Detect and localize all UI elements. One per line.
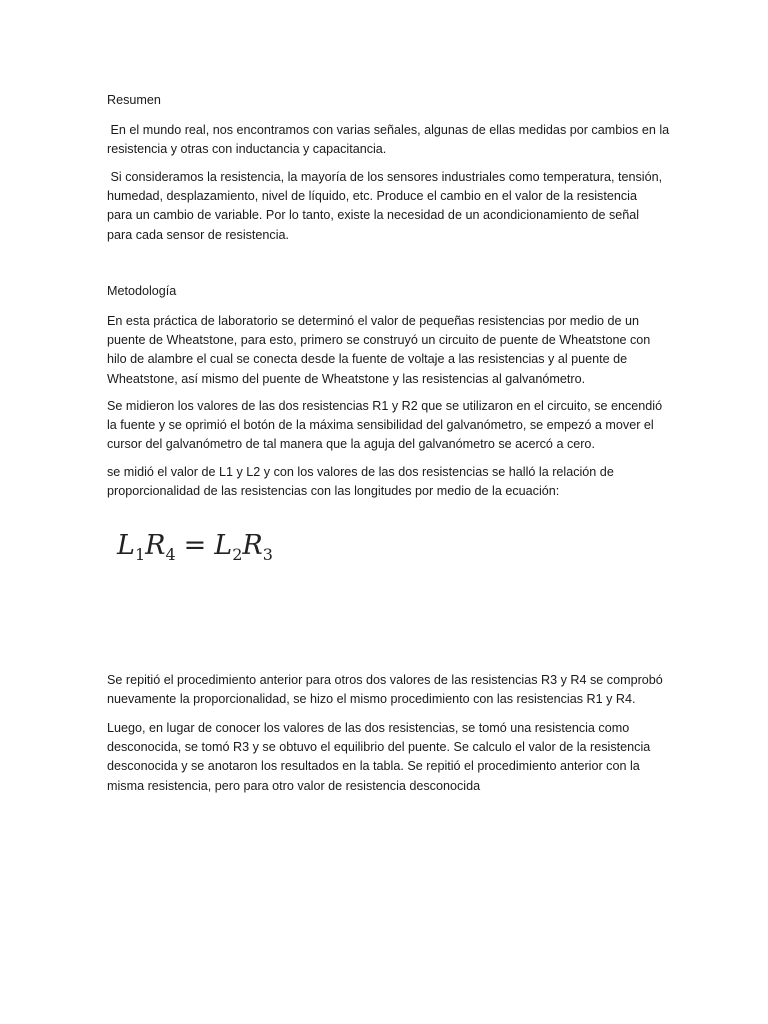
equation-subscript: 1 xyxy=(134,545,146,564)
wheatstone-equation xyxy=(117,526,273,566)
text-line: la fuente y se oprimió el botón de la máxima sensibilidad del galvanómetro, se empezó a mover el xyxy=(107,418,654,433)
text-line: humedad, desplazamiento, nivel de líquido, etc. Produce el cambio en el valor de la resistencia xyxy=(107,189,637,204)
resumen-heading: Resumen xyxy=(107,93,161,107)
text-line: misma resistencia, pero para otro valor de resistencia desconocida xyxy=(107,778,481,793)
text-line: hilo de alambre el cual se conecta desde la fuente de voltaje a las resistencias y al puente de xyxy=(107,352,628,367)
text-line: desconocida, se tomó R3 y se obtuvo el equilibrio del puente. Se calculo el valor de la resistencia xyxy=(107,740,651,755)
equation-subscript: 2 xyxy=(232,545,243,564)
metodologia-paragraph-5 xyxy=(107,719,667,796)
equation-equals-sign: = xyxy=(183,530,207,561)
metodologia-paragraph-4 xyxy=(107,671,667,709)
equation-symbol: L xyxy=(117,530,135,561)
text-line: nuevamente la proporcionalidad, se hizo el mismo procedimiento con las resistencias R1 y R4. xyxy=(107,692,636,707)
text-line: puente de Wheatstone, para esto, primero se construyó un circuito de puente de Wheatstone con xyxy=(107,333,651,348)
text-line: Si consideramos la resistencia, la mayoría de los sensores industriales como temperatura, tensión, xyxy=(107,170,663,184)
metodologia-paragraph-2 xyxy=(107,397,667,455)
metodologia-heading: Metodología xyxy=(107,284,177,298)
text-line: cursor del galvanómetro de tal manera que la aguja del galvanómetro se acercó a cero. xyxy=(107,437,595,452)
text-line: se midió el valor de L1 y L2 y con los valores de las dos resistencias se halló la relación de xyxy=(107,465,614,479)
text-line: para cada sensor de resistencia. xyxy=(107,227,290,242)
metodologia-paragraph-1 xyxy=(107,312,667,389)
text-line: Luego, en lugar de conocer los valores de las dos resistencias, se tomó una resistencia como xyxy=(107,721,630,735)
equation-symbol: L xyxy=(214,530,233,561)
metodologia-paragraph-3 xyxy=(107,463,667,501)
text-line: Se repitió el procedimiento anterior para otros dos valores de las resistencias R3 y R4 se comprobó xyxy=(107,673,663,687)
resumen-paragraph-1 xyxy=(107,121,670,159)
text-line: Wheatstone, así mismo del puente de Wheatstone y las resistencias al galvanómetro. xyxy=(107,371,586,386)
text-line: desconocida y se anotaron los resultados en la tabla. Se repitió el procedimiento anterior con la xyxy=(107,759,640,774)
text-line: Se midieron los valores de las dos resistencias R1 y R2 que se utilizaron en el circuito, se encendió xyxy=(107,399,663,413)
resumen-paragraph-2 xyxy=(107,168,667,245)
equation-symbol: R xyxy=(145,530,166,561)
text-line: resistencia y otras con inductancia y capacitancia. xyxy=(107,142,387,157)
text-line: para un cambio de variable. Por lo tanto, existe la necesidad de un acondicionamiento de señal xyxy=(107,208,640,223)
text-line: proporcionalidad de las resistencias con las longitudes por medio de la ecuación: xyxy=(107,484,560,499)
equation-subscript: 3 xyxy=(262,545,273,564)
equation-subscript: 4 xyxy=(165,545,176,564)
text-line: En el mundo real, nos encontramos con varias señales, algunas de ellas medidas por cambios en la xyxy=(107,123,670,137)
equation-symbol: R xyxy=(242,530,263,561)
text-line: En esta práctica de laboratorio se determinó el valor de pequeñas resistencias por medio de un xyxy=(107,314,640,328)
